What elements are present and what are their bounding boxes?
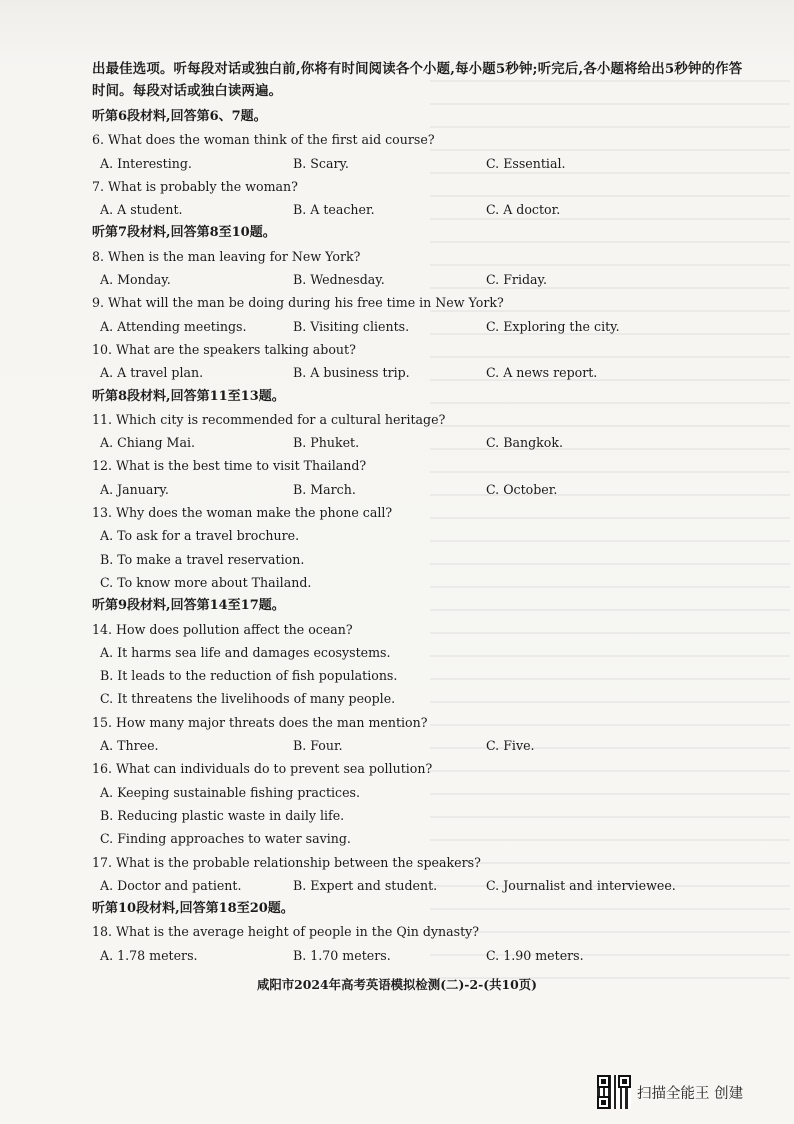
options-row (100, 268, 752, 291)
answer-option: B. Wednesday. (293, 272, 385, 288)
answer-option: A. Keeping sustainable fishing practices. (100, 784, 361, 800)
answer-option: B. Reducing plastic waste in daily life. (100, 807, 345, 823)
question-text: 14. How does pollution affect the ocean? (92, 621, 353, 637)
answer-option: B. Visiting clients. (293, 318, 410, 334)
answer-option: A. Three. (100, 738, 159, 754)
question-text: 6. What does the woman think of the first aid course? (92, 132, 435, 148)
answer-option: A. Attending meetings. (100, 318, 247, 334)
scanner-watermark (597, 1074, 743, 1110)
options-row (100, 478, 752, 501)
section-heading: 听第9段材料,回答第14至17题。 (92, 598, 285, 614)
answer-option: B. It leads to the reduction of fish populations. (100, 668, 398, 684)
options-row (100, 734, 752, 757)
question-text: 7. What is probably the woman? (92, 178, 298, 194)
answer-option: C. Finding approaches to water saving. (100, 831, 351, 847)
options-row (100, 152, 752, 175)
answer-option: B. Phuket. (293, 435, 360, 451)
answer-option: C. Five. (486, 738, 535, 754)
question-text: 13. Why does the woman make the phone call? (92, 505, 393, 521)
question-text: 8. When is the man leaving for New York? (92, 248, 361, 264)
answer-option: A. Chiang Mai. (100, 435, 195, 451)
answer-option: A. 1.78 meters. (100, 947, 198, 963)
qr-code-icon (597, 1075, 631, 1109)
answer-option: C. A news report. (486, 365, 598, 381)
question-text: 11. Which city is recommended for a cultural heritage? (92, 411, 446, 427)
answer-option: C. Friday. (486, 272, 547, 288)
question-text: 9. What will the man be doing during his free time in New York? (92, 295, 504, 311)
section-heading: 听第6段材料,回答第6、7题。 (92, 109, 267, 124)
answer-option: C. Essential. (486, 155, 566, 171)
answer-option: B. A teacher. (293, 202, 375, 218)
scanner-label: 扫描全能王 创建 (637, 1085, 744, 1102)
answer-option: C. Journalist and interviewee. (486, 877, 676, 893)
question-text: 10. What are the speakers talking about? (92, 341, 356, 357)
answer-option: A. Doctor and patient. (100, 877, 242, 893)
instructions-text: 出最佳选项。听每段对话或独白前,你将有时间阅读各个小题,每小题5秒钟;听完后,各小题将给出5秒钟的作答时间。每段对话或独白读两遍。 (92, 61, 743, 99)
question-text: 16. What can individuals do to prevent sea pollution? (92, 761, 433, 777)
answer-option: C. A doctor. (486, 202, 561, 218)
answer-option: B. Four. (293, 738, 343, 754)
question-list (92, 105, 752, 967)
options-row (100, 431, 752, 454)
question-text: 15. How many major threats does the man mention? (92, 714, 428, 730)
answer-option: A. Interesting. (100, 155, 192, 171)
answer-option: C. It threatens the livelihoods of many people. (100, 691, 396, 707)
answer-option: B. Expert and student. (293, 877, 438, 893)
section-heading: 听第7段材料,回答第8至10题。 (92, 225, 276, 241)
answer-option: B. A business trip. (293, 365, 410, 381)
options-row (100, 874, 752, 897)
answer-option: A. Monday. (100, 272, 171, 288)
answer-option: B. 1.70 meters. (293, 947, 391, 963)
answer-option: C. Bangkok. (486, 435, 563, 451)
page-content (92, 58, 752, 967)
options-row (100, 315, 752, 338)
answer-option: C. Exploring the city. (486, 318, 620, 334)
answer-option: A. To ask for a travel brochure. (100, 528, 300, 544)
question-text: 12. What is the best time to visit Thailand? (92, 458, 367, 474)
answer-option: A. A travel plan. (100, 365, 204, 381)
answer-option: A. It harms sea life and damages ecosystems. (100, 644, 391, 660)
answer-option: B. March. (293, 481, 356, 497)
section-heading: 听第8段材料,回答第11至13题。 (92, 388, 285, 404)
answer-option: A. January. (100, 481, 169, 497)
answer-option: B. Scary. (293, 155, 349, 171)
answer-option: B. To make a travel reservation. (100, 551, 305, 567)
options-row (100, 361, 752, 384)
section-heading: 听第10段材料,回答第18至20题。 (92, 901, 294, 917)
answer-option: C. October. (486, 481, 558, 497)
question-text: 17. What is the probable relationship between the speakers? (92, 854, 481, 870)
answer-option: C. 1.90 meters. (486, 947, 584, 963)
answer-option: C. To know more about Thailand. (100, 574, 312, 590)
answer-option: A. A student. (100, 202, 183, 218)
page-footer: 咸阳市2024年高考英语模拟检测(二)-2-(共10页) (257, 977, 537, 992)
options-row (100, 198, 752, 221)
options-row (100, 944, 752, 967)
question-text: 18. What is the average height of people in the Qin dynasty? (92, 924, 480, 940)
